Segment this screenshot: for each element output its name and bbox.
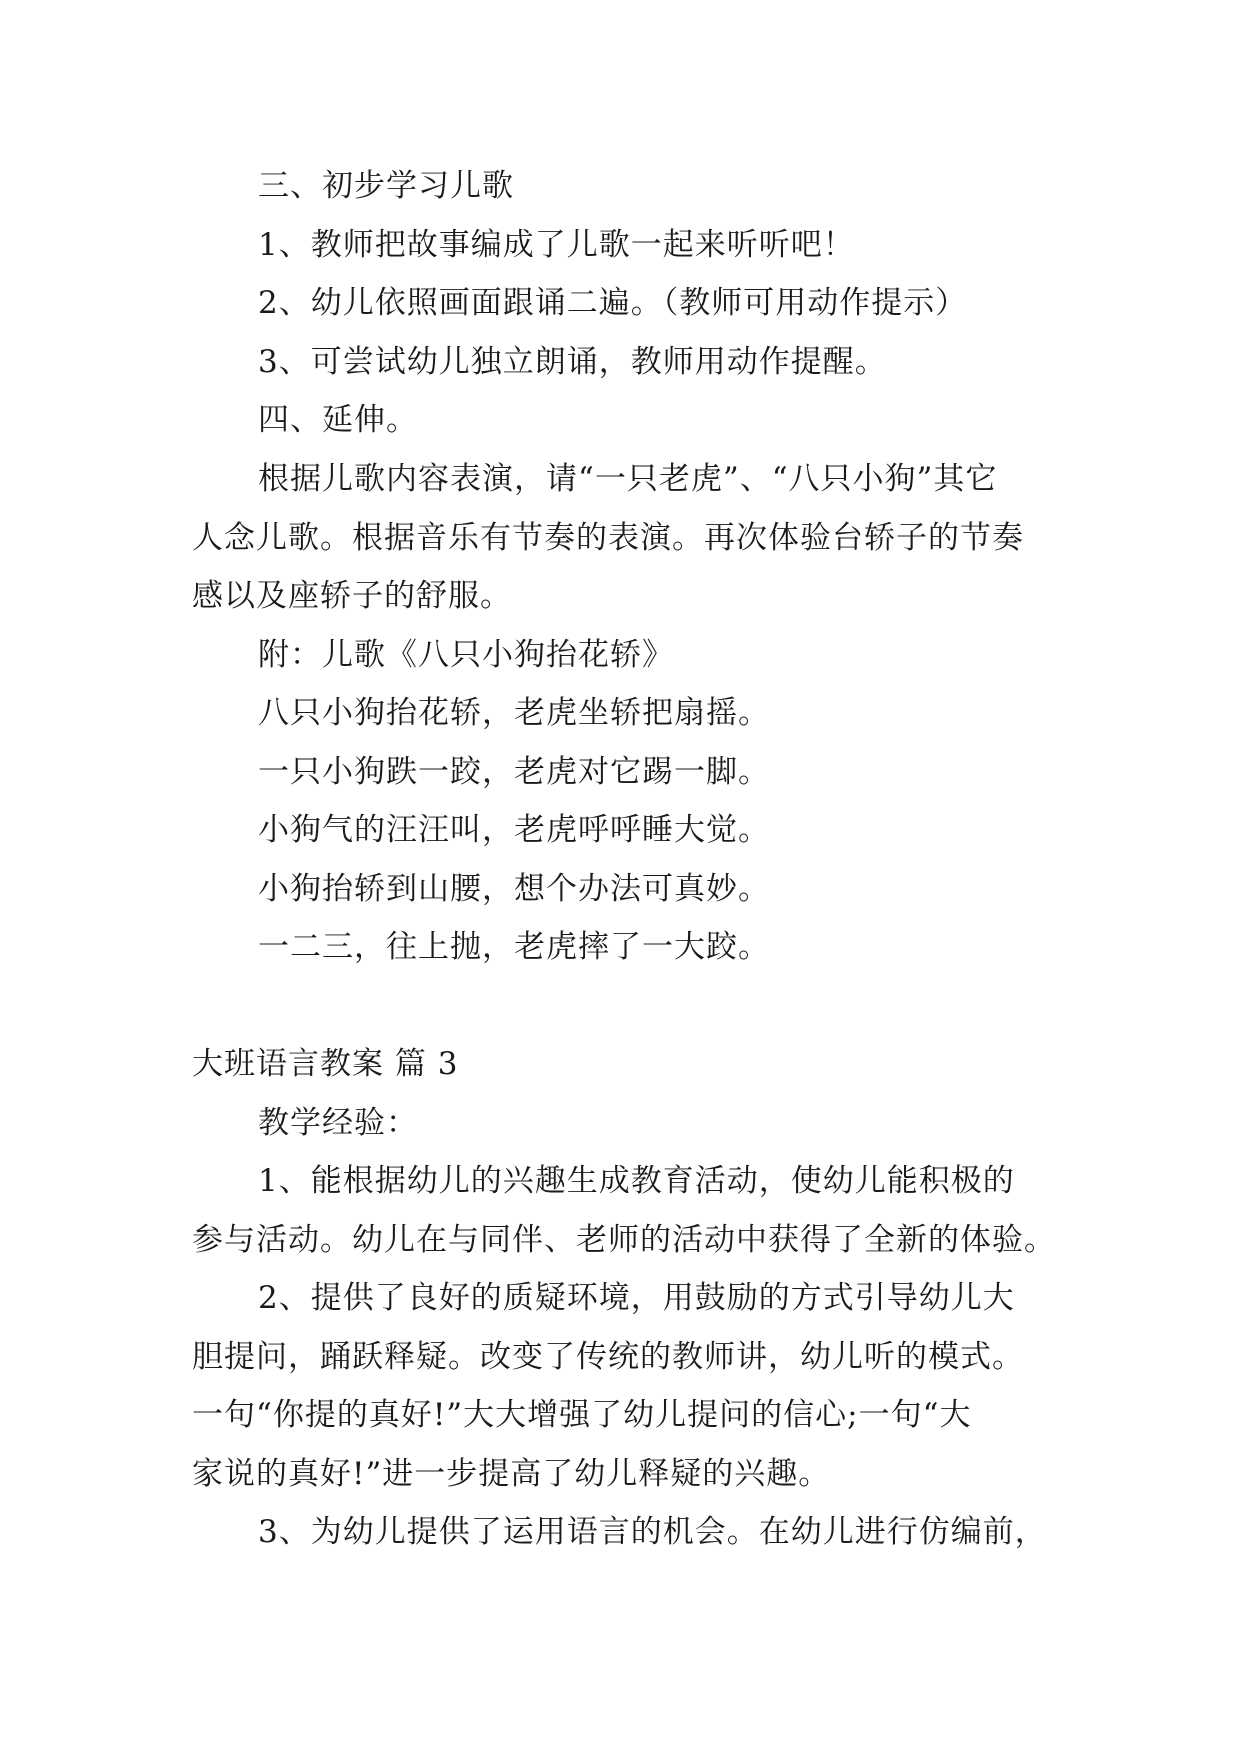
article-subheading: 教学经验：: [258, 1105, 418, 1141]
rhyme-line: 小狗抬轿到山腰，想个办法可真妙。: [258, 871, 770, 907]
paragraph-line: 人念儿歌。根据音乐有节奏的表演。再次体验台轿子的节奏: [192, 520, 1024, 556]
paragraph-line: 2、提供了良好的质疑环境，用鼓励的方式引导幼儿大: [258, 1280, 1015, 1316]
rhyme-line: 八只小狗抬花轿，老虎坐轿把扇摇。: [258, 695, 770, 731]
rhyme-title: 附：儿歌《八只小狗抬花轿》: [258, 637, 674, 673]
step-item: 1、教师把故事编成了儿歌一起来听听吧！: [258, 227, 855, 263]
paragraph-line: 参与活动。幼儿在与同伴、老师的活动中获得了全新的体验。: [192, 1222, 1056, 1258]
section-heading-extension: 四、延伸。: [258, 402, 418, 438]
section-heading-learn-rhyme: 三、初步学习儿歌: [258, 168, 514, 204]
rhyme-line: 小狗气的汪汪叫，老虎呼呼睡大觉。: [258, 812, 770, 848]
rhyme-line: 一只小狗跌一跤，老虎对它踢一脚。: [258, 754, 770, 790]
paragraph-line: 3、为幼儿提供了运用语言的机会。在幼儿进行仿编前，: [258, 1514, 1047, 1550]
paragraph-line: 胆提问，踊跃释疑。改变了传统的教师讲，幼儿听的模式。: [192, 1339, 1024, 1375]
paragraph-line: 一句“你提的真好!”大大增强了幼儿提问的信心;一句“大: [192, 1397, 972, 1433]
rhyme-line: 一二三，往上抛，老虎摔了一大跤。: [258, 929, 770, 965]
paragraph-line: 1、能根据幼儿的兴趣生成教育活动，使幼儿能积极的: [258, 1163, 1015, 1199]
step-item: 3、可尝试幼儿独立朗诵，教师用动作提醒。: [258, 344, 887, 380]
paragraph-line: 根据儿歌内容表演，请“一只老虎”、“八只小狗”其它: [258, 461, 998, 497]
article-title: 大班语言教案 篇 3: [192, 1046, 459, 1082]
paragraph-line: 感以及座轿子的舒服。: [192, 578, 512, 614]
step-item: 2、幼儿依照画面跟诵二遍。（教师可用动作提示）: [258, 285, 968, 321]
paragraph-line: 家说的真好!”进一步提高了幼儿释疑的兴趣。: [192, 1456, 831, 1492]
